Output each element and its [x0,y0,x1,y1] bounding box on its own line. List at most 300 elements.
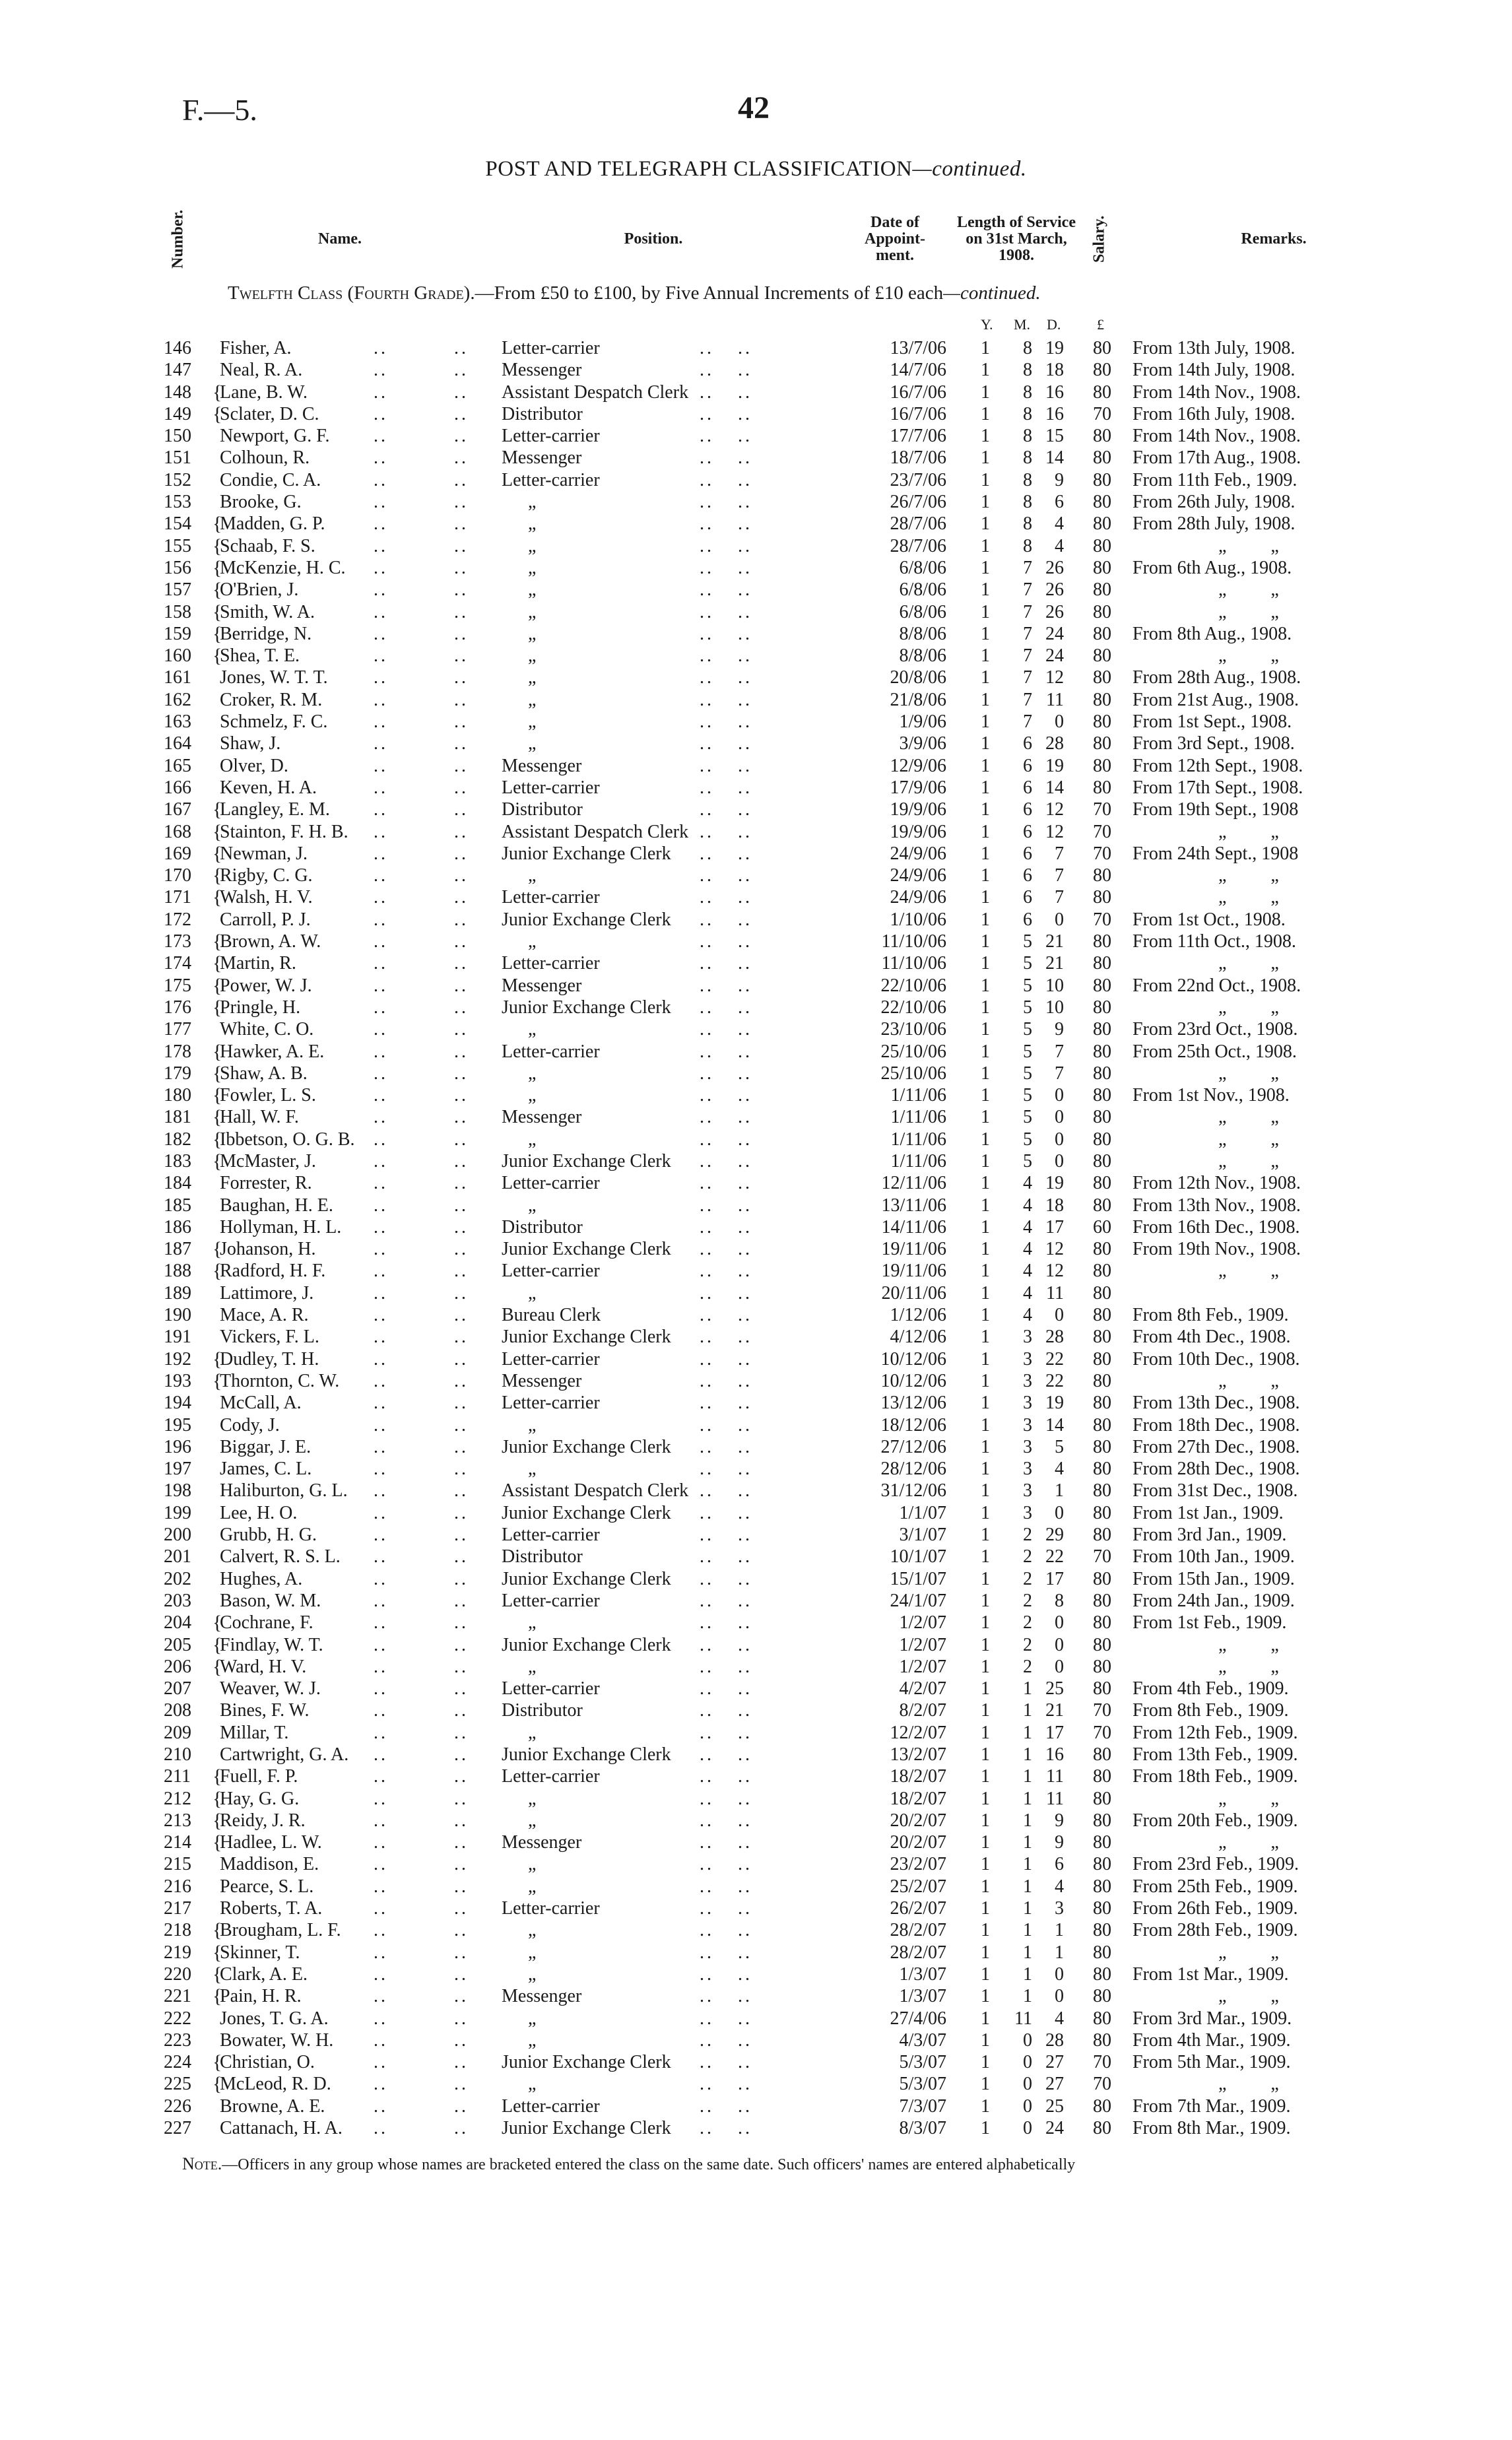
row-salary: 80 [1093,645,1111,667]
table-row [0,1942,1512,1963]
position-leader-dots: .. [738,1986,752,2007]
row-appointment-date: 6/8/06 [899,601,946,622]
name-leader-dots: .. [454,1216,469,1237]
position-leader-dots: .. [700,623,714,644]
row-position: „ [528,1612,537,1633]
row-bracket: { [213,403,222,425]
position-leader-dots: .. [738,2029,752,2051]
row-appointment-date: 24/9/06 [890,865,946,886]
position-leader-dots: .. [700,843,714,864]
row-service-months: 4 [1023,1305,1032,1326]
page-number: 42 [738,90,770,125]
name-leader-dots: .. [454,2008,469,2029]
row-name: Baughan, H. E. [220,1195,333,1216]
row-remarks: „ „ [1218,1129,1279,1150]
row-service-years: 1 [981,513,990,535]
name-leader-dots: .. [374,1546,388,1567]
position-leader-dots: .. [738,338,752,358]
row-number: 155 [164,535,191,556]
row-bracket: { [213,886,222,909]
row-salary: 80 [1093,1261,1111,1282]
name-leader-dots: .. [454,1920,469,1941]
row-service-months: 8 [1023,535,1032,556]
row-service-months: 2 [1023,1612,1032,1633]
row-service-months: 7 [1023,601,1032,622]
unit-years: Y. [981,316,993,333]
row-number: 205 [164,1634,191,1655]
row-name: Dudley, T. H. [220,1348,319,1369]
section-continued: —continued. [943,282,1041,304]
position-leader-dots: .. [700,1173,714,1194]
row-remarks: From 31st Dec., 1908. [1133,1480,1298,1501]
row-service-years: 1 [981,1986,990,2007]
name-leader-dots: .. [454,1766,469,1787]
name-leader-dots: .. [454,1788,469,1809]
row-service-months: 1 [1023,1832,1032,1853]
row-appointment-date: 5/3/07 [899,2074,946,2095]
row-service-years: 1 [981,2095,990,2117]
row-number: 207 [164,1678,191,1699]
position-leader-dots: .. [700,865,714,886]
name-leader-dots: .. [454,1063,469,1084]
row-bracket: { [213,1348,222,1370]
table-row [0,865,1512,886]
table-row [0,1370,1512,1392]
position-leader-dots: .. [738,1678,752,1699]
row-name: Hawker, A. E. [220,1041,325,1062]
row-name: Cody, J. [220,1414,280,1435]
name-leader-dots: .. [374,1327,388,1348]
table-row [0,1436,1512,1458]
row-service-months: 4 [1023,1239,1032,1260]
row-name: Brougham, L. F. [220,1920,341,1941]
row-appointment-date: 18/2/07 [890,1766,946,1787]
row-appointment-date: 1/12/06 [890,1305,946,1326]
row-number: 224 [164,2052,191,2073]
name-leader-dots: .. [454,1986,469,2007]
position-leader-dots: .. [738,799,752,820]
row-service-days: 6 [1055,492,1064,513]
row-service-days: 1 [1055,1480,1064,1501]
row-name: Clark, A. E. [220,1963,308,1985]
row-remarks: From 18th Dec., 1908. [1133,1414,1300,1435]
row-position: „ [528,2074,537,2095]
row-number: 181 [164,1107,191,1128]
row-service-years: 1 [981,821,990,842]
name-leader-dots: .. [374,1634,388,1655]
section-class-title: Twelfth Class (Fourth Grade). [228,282,475,304]
row-service-days: 7 [1055,1041,1064,1062]
name-leader-dots: .. [454,403,469,424]
row-salary: 80 [1093,1744,1111,1765]
row-service-months: 3 [1023,1414,1032,1435]
row-name: Carroll, P. J. [220,909,311,930]
row-bracket: { [213,1062,222,1084]
row-service-years: 1 [981,843,990,864]
row-appointment-date: 7/3/07 [899,2095,946,2117]
row-appointment-date: 18/12/06 [880,1414,946,1435]
row-bracket: { [213,556,222,579]
row-number: 209 [164,1722,191,1743]
row-service-days: 12 [1045,667,1064,688]
row-service-months: 5 [1023,1150,1032,1171]
row-service-years: 1 [981,755,990,776]
row-name: Bines, F. W. [220,1700,310,1721]
position-leader-dots: .. [738,1634,752,1655]
row-number: 169 [164,843,191,864]
name-leader-dots: .. [454,733,469,754]
position-leader-dots: .. [700,1019,714,1040]
row-service-months: 7 [1023,711,1032,733]
row-position: Letter-carrier [502,338,600,358]
row-appointment-date: 20/2/07 [890,1832,946,1853]
row-service-months: 2 [1023,1656,1032,1677]
row-appointment-date: 3/9/06 [899,733,946,754]
row-bracket: { [213,1985,222,2008]
row-position: Messenger [502,1107,582,1128]
row-position: Letter-carrier [502,426,600,447]
row-salary: 80 [1093,1195,1111,1216]
table-row [0,1238,1512,1260]
row-number: 162 [164,689,191,710]
table-row [0,1392,1512,1414]
name-leader-dots: .. [374,1436,388,1457]
row-service-years: 1 [981,997,990,1018]
position-leader-dots: .. [738,1063,752,1084]
row-service-years: 1 [981,1348,990,1369]
row-service-days: 17 [1045,1722,1064,1743]
row-service-days: 16 [1045,403,1064,424]
table-row [0,359,1512,381]
row-salary: 80 [1093,975,1111,996]
row-service-months: 5 [1023,1019,1032,1040]
row-service-days: 16 [1045,381,1064,403]
row-service-days: 0 [1055,1085,1064,1106]
name-leader-dots: .. [374,1019,388,1040]
position-leader-dots: .. [700,1063,714,1084]
name-leader-dots: .. [454,1195,469,1216]
row-number: 213 [164,1810,191,1831]
row-name: Cochrane, F. [220,1612,313,1633]
row-bracket: { [213,1612,222,1634]
position-leader-dots: .. [700,1876,714,1897]
row-bracket: { [213,1633,222,1656]
row-service-days: 18 [1045,1195,1064,1216]
name-leader-dots: .. [374,2008,388,2029]
row-salary: 80 [1093,1041,1111,1062]
row-number: 206 [164,1656,191,1677]
table-row [0,381,1512,403]
row-number: 218 [164,1920,191,1941]
row-remarks: From 1st Mar., 1909. [1133,1963,1289,1985]
position-leader-dots: .. [700,469,714,490]
row-appointment-date: 15/1/07 [890,1568,946,1589]
row-service-years: 1 [981,1370,990,1391]
row-salary: 70 [1093,843,1111,864]
row-salary: 80 [1093,1920,1111,1941]
name-leader-dots: .. [374,1942,388,1963]
position-leader-dots: .. [738,1766,752,1787]
row-remarks: From 14th July, 1908. [1133,360,1296,381]
row-name: Millar, T. [220,1722,289,1743]
row-appointment-date: 13/12/06 [880,1393,946,1414]
row-service-days: 4 [1055,1876,1064,1897]
row-position: Letter-carrier [502,887,600,908]
position-leader-dots: .. [700,1722,714,1743]
row-service-years: 1 [981,645,990,667]
position-leader-dots: .. [738,1854,752,1875]
row-salary: 80 [1093,1942,1111,1963]
table-row [0,1919,1512,1941]
row-number: 219 [164,1942,191,1963]
position-leader-dots: .. [738,1019,752,1040]
name-leader-dots: .. [374,843,388,864]
row-position: „ [528,1459,537,1480]
row-name: Roberts, T. A. [220,1898,323,1919]
row-remarks: From 21st Aug., 1908. [1133,689,1299,710]
row-name: Power, W. J. [220,975,312,996]
row-service-months: 8 [1023,469,1032,490]
row-service-days: 29 [1045,1525,1064,1546]
row-number: 171 [164,887,191,908]
row-service-days: 0 [1055,1634,1064,1655]
name-leader-dots: .. [454,1568,469,1589]
row-service-months: 3 [1023,1370,1032,1391]
row-name: White, C. O. [220,1019,314,1040]
row-name: Fowler, L. S. [220,1085,316,1106]
row-service-years: 1 [981,953,990,974]
row-service-years: 1 [981,1414,990,1435]
name-leader-dots: .. [374,755,388,776]
row-remarks: From 16th Dec., 1908. [1133,1216,1300,1237]
row-position: Junior Exchange Clerk [502,1436,671,1457]
row-position: Letter-carrier [502,1590,600,1611]
row-name: Reidy, J. R. [220,1810,306,1831]
row-remarks: From 15th Jan., 1909. [1133,1568,1295,1589]
footnote-label: Note. [182,2154,222,2173]
row-name: Biggar, J. E. [220,1436,312,1457]
row-remarks: From 28th Aug., 1908. [1133,667,1301,688]
row-name: Colhoun, R. [220,447,310,469]
table-row [0,931,1512,952]
name-leader-dots: .. [374,667,388,688]
row-number: 217 [164,1898,191,1919]
row-service-days: 19 [1045,338,1064,358]
name-leader-dots: .. [454,426,469,447]
name-leader-dots: .. [374,1854,388,1875]
row-service-years: 1 [981,1898,990,1919]
name-leader-dots: .. [454,2118,469,2139]
row-appointment-date: 12/11/06 [881,1173,946,1194]
position-leader-dots: .. [700,1480,714,1501]
name-leader-dots: .. [454,1348,469,1369]
row-service-months: 7 [1023,579,1032,601]
row-service-years: 1 [981,1942,990,1963]
row-service-days: 6 [1055,1854,1064,1875]
row-service-months: 1 [1023,1920,1032,1941]
column-header-salary: Salary. [1090,215,1108,263]
name-leader-dots: .. [454,711,469,733]
name-leader-dots: .. [374,689,388,710]
row-service-months: 3 [1023,1436,1032,1457]
position-leader-dots: .. [700,426,714,447]
name-leader-dots: .. [454,579,469,601]
position-leader-dots: .. [700,1150,714,1171]
row-position: „ [528,1085,537,1106]
row-appointment-date: 17/9/06 [890,777,946,798]
name-leader-dots: .. [374,601,388,622]
row-remarks: From 3rd Jan., 1909. [1133,1525,1287,1546]
row-service-years: 1 [981,1568,990,1589]
row-remarks: „ „ [1218,579,1279,601]
row-service-months: 2 [1023,1590,1032,1611]
row-number: 158 [164,601,191,622]
name-leader-dots: .. [374,733,388,754]
table-row [0,1985,1512,2007]
row-service-days: 1 [1055,1942,1064,1963]
row-salary: 80 [1093,733,1111,754]
table-row [0,1129,1512,1150]
row-appointment-date: 28/12/06 [880,1459,946,1480]
row-position: „ [528,513,537,535]
row-position: Junior Exchange Clerk [502,1239,671,1260]
row-remarks: From 4th Mar., 1909. [1133,2029,1291,2051]
name-leader-dots: .. [454,755,469,776]
row-salary: 80 [1093,579,1111,601]
row-service-years: 1 [981,1282,990,1303]
unit-days: D. [1047,316,1061,333]
row-salary: 70 [1093,909,1111,930]
row-service-years: 1 [981,1788,990,1809]
row-service-years: 1 [981,931,990,952]
row-service-days: 12 [1045,821,1064,842]
row-appointment-date: 25/10/06 [880,1063,946,1084]
row-service-years: 1 [981,492,990,513]
row-service-months: 2 [1023,1546,1032,1567]
row-remarks: From 1st Jan., 1909. [1133,1502,1284,1523]
column-header-name: Name. [318,230,362,247]
row-name: Newport, G. F. [220,426,330,447]
name-leader-dots: .. [374,1239,388,1260]
row-service-years: 1 [981,1832,990,1853]
row-name: Pearce, S. L. [220,1876,314,1897]
row-name: Pain, H. R. [220,1986,302,2007]
name-leader-dots: .. [454,843,469,864]
row-remarks: From 1st Nov., 1908. [1133,1085,1290,1106]
position-leader-dots: .. [700,1744,714,1765]
name-leader-dots: .. [374,799,388,820]
row-service-years: 1 [981,1502,990,1523]
table-row [0,1656,1512,1678]
position-leader-dots: .. [700,953,714,974]
row-name: Smith, W. A. [220,601,315,622]
row-name: Shaw, A. B. [220,1063,308,1084]
row-salary: 80 [1093,1986,1111,2007]
row-salary: 70 [1093,403,1111,424]
row-bracket: { [213,1106,222,1129]
table-row [0,799,1512,820]
row-appointment-date: 13/7/06 [890,338,946,358]
row-position: „ [528,535,537,556]
row-name: Hollyman, H. L. [220,1216,342,1237]
row-position: Letter-carrier [502,1766,600,1787]
row-service-days: 24 [1045,2118,1064,2139]
position-leader-dots: .. [700,2074,714,2095]
row-service-months: 2 [1023,1634,1032,1655]
row-appointment-date: 19/9/06 [890,799,946,820]
position-leader-dots: .. [700,2029,714,2051]
name-leader-dots: .. [454,1634,469,1655]
row-service-years: 1 [981,1810,990,1831]
row-number: 183 [164,1150,191,1171]
name-leader-dots: .. [454,2052,469,2073]
row-salary: 80 [1093,338,1111,358]
row-bracket: { [213,1655,222,1678]
position-leader-dots: .. [738,469,752,490]
row-service-days: 24 [1045,645,1064,667]
row-appointment-date: 22/10/06 [880,997,946,1018]
row-service-months: 1 [1023,1810,1032,1831]
row-number: 203 [164,1590,191,1611]
row-bracket: { [213,1238,222,1261]
table-row [0,1612,1512,1633]
position-leader-dots: .. [738,2118,752,2139]
row-salary: 70 [1093,2052,1111,2073]
row-number: 164 [164,733,191,754]
position-leader-dots: .. [738,492,752,513]
row-appointment-date: 1/1/07 [899,1502,946,1523]
row-remarks: „ „ [1218,1150,1279,1171]
position-leader-dots: .. [738,1744,752,1765]
position-leader-dots: .. [738,843,752,864]
row-name: Ward, H. V. [220,1656,307,1677]
position-leader-dots: .. [700,1788,714,1809]
row-name: Shea, T. E. [220,645,300,667]
name-leader-dots: .. [454,997,469,1018]
row-number: 173 [164,931,191,952]
name-leader-dots: .. [374,1700,388,1721]
table-row [0,1195,1512,1216]
table-row [0,1260,1512,1282]
position-leader-dots: .. [738,997,752,1018]
row-service-months: 7 [1023,645,1032,667]
row-service-months: 5 [1023,953,1032,974]
row-salary: 80 [1093,1173,1111,1194]
row-service-months: 6 [1023,777,1032,798]
row-service-years: 1 [981,1546,990,1567]
row-service-years: 1 [981,1436,990,1457]
row-remarks: „ „ [1218,1370,1279,1391]
position-leader-dots: .. [700,1942,714,1963]
row-number: 221 [164,1986,191,2007]
row-position: Letter-carrier [502,469,600,490]
row-appointment-date: 3/1/07 [899,1525,946,1546]
row-salary: 80 [1093,1854,1111,1875]
row-bracket: { [213,996,222,1018]
position-leader-dots: .. [700,557,714,578]
row-number: 150 [164,426,191,447]
row-remarks: From 26th July, 1908. [1133,492,1296,513]
row-appointment-date: 18/2/07 [890,1788,946,1809]
row-salary: 80 [1093,2118,1111,2139]
name-leader-dots: .. [374,469,388,490]
position-leader-dots: .. [738,667,752,688]
row-number: 195 [164,1414,191,1435]
row-position: Letter-carrier [502,953,600,974]
row-remarks: From 17th Sept., 1908. [1133,777,1303,798]
row-remarks: From 14th Nov., 1908. [1133,381,1301,403]
name-leader-dots: .. [454,469,469,490]
